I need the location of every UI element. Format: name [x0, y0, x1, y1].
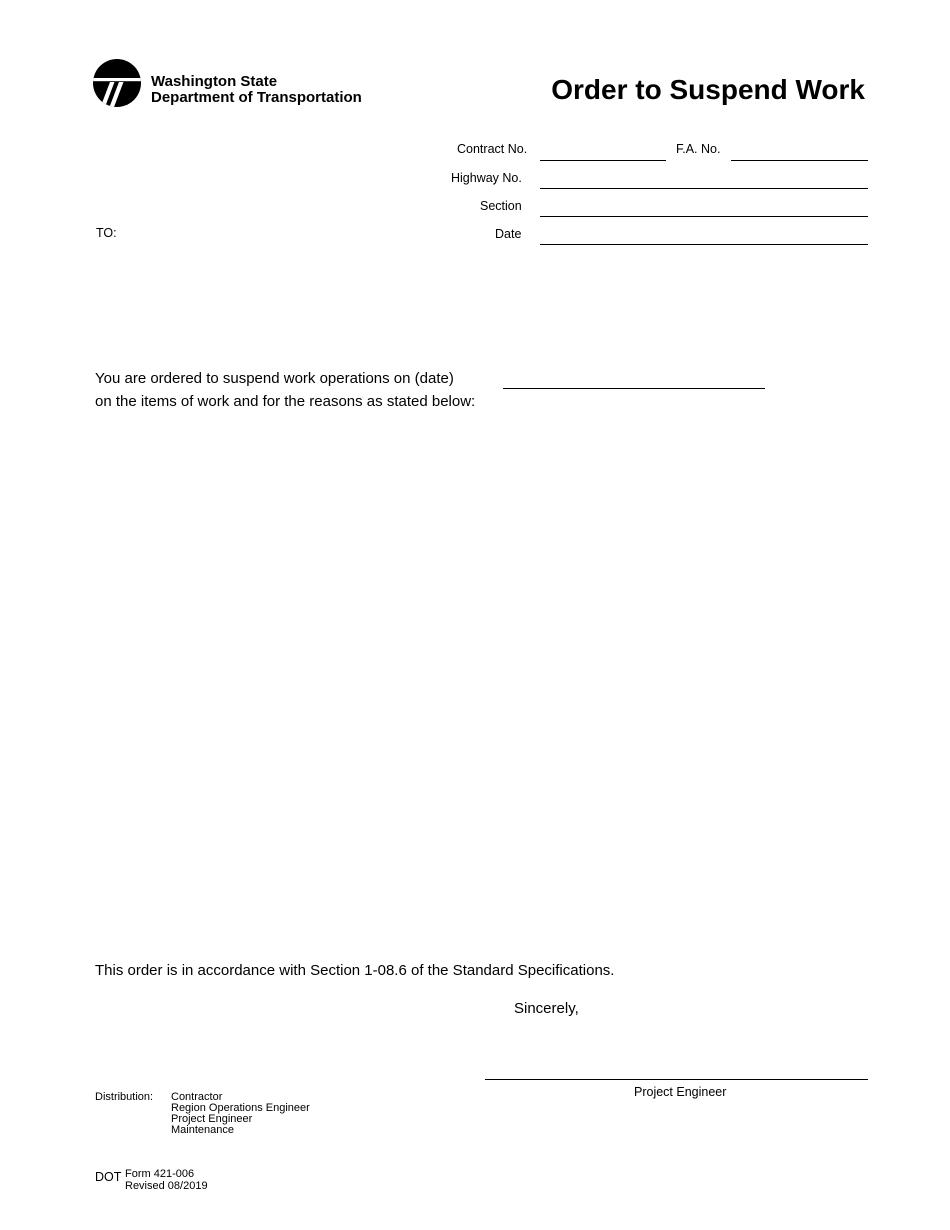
contract-no-label: Contract No.	[457, 142, 528, 156]
to-label: TO:	[96, 226, 117, 240]
accordance-statement: This order is in accordance with Section 1-08.6 of the Standard Specifications.	[95, 962, 615, 979]
fa-no-label: F.A. No.	[676, 142, 721, 156]
highway-no-label: Highway No.	[451, 171, 522, 185]
footer-revised-date: Revised 08/2019	[125, 1180, 208, 1192]
distribution-item: Contractor	[171, 1091, 223, 1103]
fa-no-field[interactable]	[731, 160, 868, 161]
org-name-line1: Washington State	[151, 73, 278, 90]
suspend-instruction-line2: on the items of work and for the reasons as stated below:	[95, 393, 476, 410]
footer-dot: DOT	[95, 1170, 122, 1184]
distribution-label: Distribution:	[95, 1091, 154, 1103]
footer-form-number: Form 421-006	[125, 1168, 195, 1180]
section-label: Section	[480, 199, 522, 213]
closing-salutation: Sincerely,	[514, 1000, 579, 1017]
org-name-line2: Department of Transportation	[151, 89, 362, 106]
distribution-item: Maintenance	[171, 1124, 234, 1136]
date-label: Date	[495, 227, 522, 241]
page-title: Order to Suspend Work	[551, 74, 865, 105]
contract-no-field[interactable]	[540, 160, 666, 161]
suspend-date-field[interactable]	[503, 388, 765, 389]
section-field[interactable]	[540, 216, 868, 217]
signature-role: Project Engineer	[634, 1085, 727, 1099]
date-field[interactable]	[540, 244, 868, 245]
highway-no-field[interactable]	[540, 188, 868, 189]
suspend-instruction-line1: You are ordered to suspend work operations on (date)	[95, 370, 454, 387]
distribution-item: Project Engineer	[171, 1113, 253, 1125]
distribution-item: Region Operations Engineer	[171, 1102, 310, 1114]
wsdot-logo-icon	[93, 59, 141, 107]
signature-line[interactable]	[485, 1079, 868, 1080]
